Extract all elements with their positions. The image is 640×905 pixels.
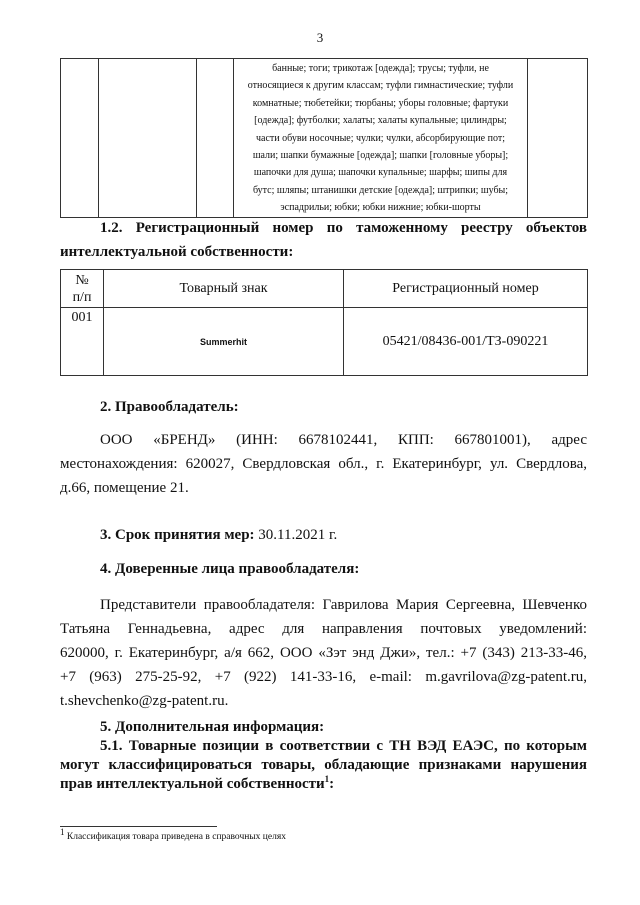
footnote-text: Классификация товара приведена в справочных целях xyxy=(64,832,286,842)
goods-table xyxy=(60,58,588,218)
header-registration-number: Регистрационный номер xyxy=(344,270,588,308)
row-number: 001 xyxy=(61,308,104,376)
footnote-divider xyxy=(60,826,217,827)
goods-list-cell xyxy=(234,59,528,218)
section-4-line: Представители правообладателя: Гаврилова Мария Сергеевна, Шевченко xyxy=(100,597,587,613)
goods-line: шапочки для душа; шапочки купальные; шарфы; шипы для xyxy=(253,167,508,179)
section-5-line-text: прав интеллектуальной собственности xyxy=(60,776,325,792)
section-5-colon: : xyxy=(329,776,335,792)
trademark-table xyxy=(60,269,588,376)
trademark-name: Summerhit xyxy=(199,336,247,347)
section-5-title: 5. Дополнительная информация: xyxy=(100,719,325,735)
goods-line: части обуви носочные; чулки; чулки, абсорбирующие пот; xyxy=(256,132,505,144)
section-3-title: 3. Срок принятия мер: xyxy=(100,527,255,543)
section-2-line: местонахождения: 620027, Свердловская обл., г. Екатеринбург, ул. Свердлова, xyxy=(60,456,587,472)
header-num-line: № xyxy=(75,272,89,288)
header-num xyxy=(61,270,104,308)
goods-table-cell-mark xyxy=(99,59,197,218)
section-5-line xyxy=(60,775,587,794)
goods-line: бутс; шляпы; штанишки детские [одежда]; штрипки; шубы; xyxy=(252,184,509,196)
goods-table-cell-num xyxy=(61,59,99,218)
header-trademark: Товарный знак xyxy=(104,270,344,308)
section-4-line: t.shevchenko@zg-patent.ru. xyxy=(60,693,229,709)
goods-table-cell-extra xyxy=(528,59,588,218)
goods-line: относящиеся к другим классам; туфли гимнастические; туфли xyxy=(247,80,514,92)
goods-line: банные; тоги; трикотаж [одежда]; трусы; туфли, не xyxy=(272,63,489,74)
section-5-line: могут классифицироваться товары, обладающие признаками нарушения xyxy=(60,757,587,773)
header-num-line: п/п xyxy=(72,289,92,305)
section-5 xyxy=(60,718,587,794)
section-3 xyxy=(60,523,587,547)
goods-table-cell-class xyxy=(197,59,234,218)
goods-line: эспадрильи; юбки; юбки нижние; юбки-шорты xyxy=(280,202,481,214)
footnote xyxy=(60,826,587,843)
footnote-ref: 1 xyxy=(324,774,330,784)
section-2-body xyxy=(60,428,587,500)
section-3-value: 30.11.2021 г. xyxy=(254,527,338,543)
page-number: 3 xyxy=(316,30,324,45)
section-4-line: Татьяна Геннадьевна, адрес для направления почтовых уведомлений: xyxy=(60,621,587,637)
footnote-mark: 1 xyxy=(60,826,65,837)
section-5-line: 5.1. Товарные позиции в соответствии с ТН ВЭД ЕАЭС, по которым xyxy=(100,738,587,754)
row-trademark xyxy=(104,308,344,376)
section-1-2-heading xyxy=(60,216,587,264)
section-1-2-line: интеллектуальной собственности: xyxy=(60,244,294,260)
section-4-line: +7 (963) 275-25-92, +7 (922) 141-33-16, e-mail: m.gavrilova@zg-patent.ru, xyxy=(60,669,587,685)
section-2-line: ООО «БРЕНД» (ИНН: 6678102441, КПП: 667801001), адрес xyxy=(100,432,587,448)
goods-line: комнатные; тюбетейки; тюрбаны; уборы головные; фартуки xyxy=(252,97,509,109)
goods-line: шали; шапки бумажные [одежда]; шапки [головные уборы]; xyxy=(252,150,509,162)
section-4-line: 620000, г. Екатеринбург, а/я 662, ООО «Зэт энд Джи», тел.: +7 (343) 213-33-46, xyxy=(60,645,587,661)
section-2-title: 2. Правообладатель: xyxy=(100,399,239,415)
section-1-2-line: 1.2. Регистрационный номер по таможенному реестру объектов xyxy=(100,220,587,236)
section-4-title: 4. Доверенные лица правообладателя: xyxy=(100,561,360,577)
goods-line: [одежда]; футболки; халаты; халаты купальные; цилиндры; xyxy=(254,115,507,127)
row-registration-number: 05421/08436-001/ТЗ-090221 xyxy=(344,308,588,376)
section-4-body xyxy=(60,593,587,713)
section-2-line: д.66, помещение 21. xyxy=(60,480,189,496)
